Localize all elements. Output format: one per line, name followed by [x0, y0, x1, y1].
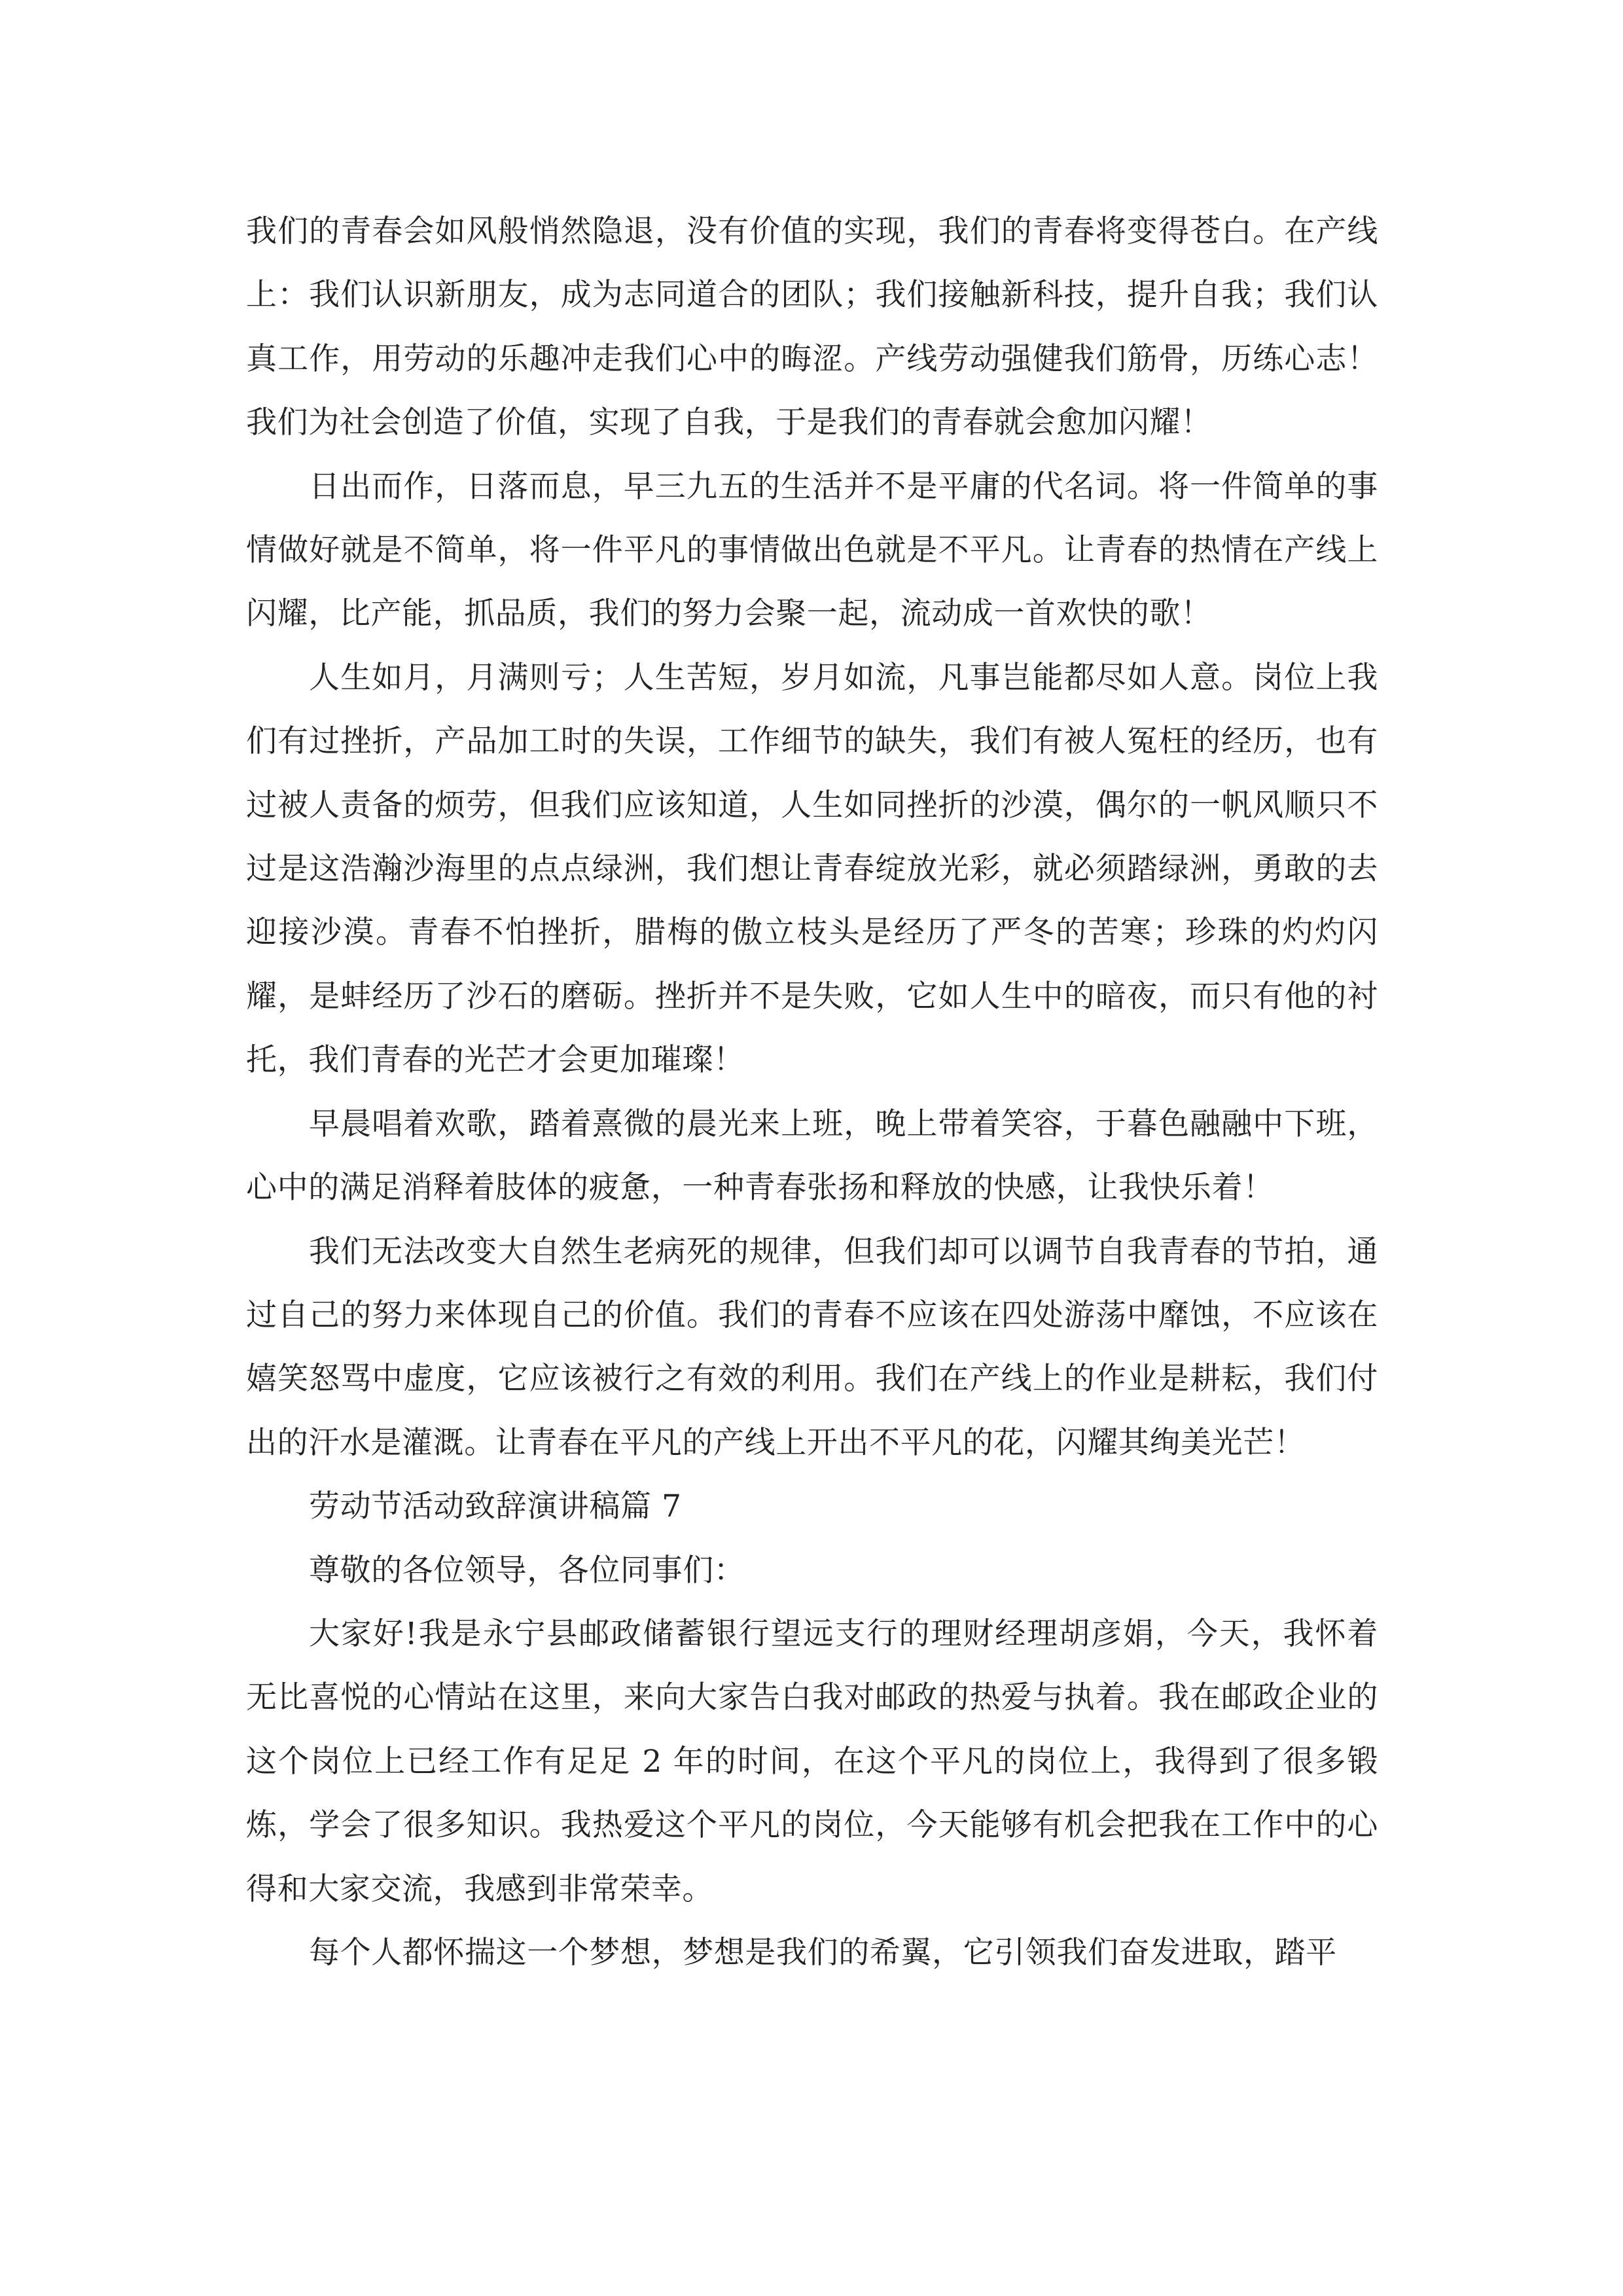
- paragraph: 早晨唱着欢歌，踏着熹微的晨光来上班，晚上带着笑容，于暮色融融中下班，心中的满足消释着肢体的疲惫，一种青春张扬和释放的快感，让我快乐着！: [246, 1105, 1378, 1206]
- document-body: [246, 200, 1378, 1984]
- paragraph: 我们无法改变大自然生老病死的规律，但我们却可以调节自我青春的节拍，通过自己的努力来体现自己的价值。我们的青春不应该在四处游荡中靡蚀，不应该在嬉笑怒骂中虚度，它应该被行之有效的利用。我们在产线上的作业是耕耘，我们付出的汗水是灌溉。让青春在平凡的产线上开出不平凡的花，闪耀其绚美光芒！: [246, 1233, 1378, 1461]
- salutation: 尊敬的各位领导，各位同事们：: [309, 1552, 745, 1588]
- paragraph: 人生如月，月满则亏；人生苦短，岁月如流，凡事岂能都尽如人意。岗位上我们有过挫折，产品加工时的失误，工作细节的缺失，我们有被人冤枉的经历，也有过被人责备的烦劳，但我们应该知道，人生如同挫折的沙漠，偶尔的一帆风顺只不过是这浩瀚沙海里的点点绿洲，我们想让青春绽放光彩，就必须踏绿洲，勇敢的去迎接沙漠。青春不怕挫折，腊梅的傲立枝头是经历了严冬的苦寒；珍珠的灼灼闪耀，是蚌经历了沙石的磨砺。挫折并不是失败，它如人生中的暗夜，而只有他的衬托，我们青春的光芒才会更加璀璨！: [246, 659, 1378, 1079]
- paragraph: 日出而作，日落而息，早三九五的生活并不是平庸的代名词。将一件简单的事情做好就是不简单，将一件平凡的事情做出色就是不平凡。让青春的热情在产线上闪耀，比产能，抓品质，我们的努力会聚一起，流动成一首欢快的歌！: [246, 468, 1378, 632]
- paragraph: 大家好!我是永宁县邮政储蓄银行望远支行的理财经理胡彦娟，今天，我怀着无比喜悦的心情站在这里，来向大家告白我对邮政的热爱与执着。我在邮政企业的这个岗位上已经工作有足足 2 年的时间，在这个平凡的岗位上，我得到了很多锻炼，学会了很多知识。我热爱这个平凡的岗位，今天能够有机会把我在工作中的心得和大家交流，我感到非常荣幸。: [246, 1615, 1378, 1907]
- section-title: 劳动节活动致辞演讲稿篇 7: [309, 1488, 682, 1525]
- paragraph: 每个人都怀揣这一个梦想，梦想是我们的希翼，它引领我们奋发进取，踏平: [309, 1934, 1337, 1971]
- paragraph-continuation: 我们的青春会如风般悄然隐退，没有价值的实现，我们的青春将变得苍白。在产线上：我们认识新朋友，成为志同道合的团队；我们接触新科技，提升自我；我们认真工作，用劳动的乐趣冲走我们心中的晦涩。产线劳动强健我们筋骨，历练心志！我们为社会创造了价值，实现了自我，于是我们的青春就会愈加闪耀！: [246, 213, 1378, 441]
